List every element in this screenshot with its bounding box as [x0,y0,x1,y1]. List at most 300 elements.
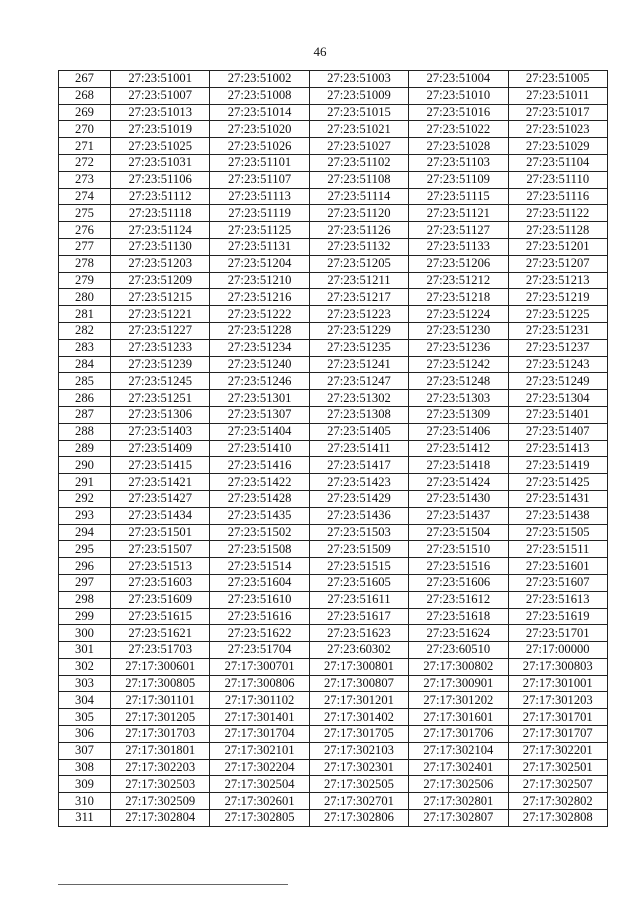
code-cell: 27:23:51701 [508,625,607,642]
code-cell: 27:23:51237 [508,339,607,356]
code-cell: 27:17:302804 [111,810,210,827]
row-number-cell: 270 [59,121,111,138]
code-cell: 27:23:51405 [309,423,408,440]
code-cell: 27:23:51703 [111,642,210,659]
code-cell: 27:23:51005 [508,71,607,88]
code-cell: 27:23:51434 [111,507,210,524]
table-row [59,339,608,356]
code-cell: 27:17:301102 [210,692,309,709]
code-cell: 27:23:51417 [309,457,408,474]
code-cell: 27:17:300701 [210,658,309,675]
table-row [59,742,608,759]
code-cell: 27:23:51615 [111,608,210,625]
row-number-cell: 269 [59,104,111,121]
row-number-cell: 305 [59,709,111,726]
code-cell: 27:23:51219 [508,289,607,306]
code-cell: 27:23:51204 [210,255,309,272]
code-cell: 27:23:51011 [508,87,607,104]
code-cell: 27:23:51309 [409,406,508,423]
table-row [59,658,608,675]
code-cell: 27:23:51110 [508,171,607,188]
footer-divider [58,884,288,885]
code-cell: 27:23:51127 [409,222,508,239]
code-cell: 27:23:51228 [210,322,309,339]
row-number-cell: 286 [59,390,111,407]
code-cell: 27:23:51103 [409,154,508,171]
code-cell: 27:23:51008 [210,87,309,104]
code-cell: 27:23:51428 [210,490,309,507]
code-cell: 27:23:51606 [409,574,508,591]
code-cell: 27:17:301705 [309,726,408,743]
code-cell: 27:23:51104 [508,154,607,171]
table-body [59,71,608,827]
code-cell: 27:23:51209 [111,272,210,289]
row-number-cell: 282 [59,322,111,339]
code-cell: 27:23:51215 [111,289,210,306]
code-cell: 27:17:300801 [309,658,408,675]
code-cell: 27:23:51109 [409,171,508,188]
code-cell: 27:23:51436 [309,507,408,524]
code-cell: 27:23:51133 [409,238,508,255]
code-cell: 27:23:51227 [111,322,210,339]
code-cell: 27:17:302507 [508,776,607,793]
code-cell: 27:17:302808 [508,810,607,827]
table-row [59,524,608,541]
code-cell: 27:23:51001 [111,71,210,88]
code-cell: 27:17:300805 [111,675,210,692]
table-row [59,507,608,524]
table-row [59,205,608,222]
row-number-cell: 290 [59,457,111,474]
code-cell: 27:23:51241 [309,356,408,373]
row-number-cell: 274 [59,188,111,205]
row-number-cell: 308 [59,759,111,776]
code-cell: 27:23:51307 [210,406,309,423]
code-cell: 27:23:51403 [111,423,210,440]
code-cell: 27:23:51009 [309,87,408,104]
table-row [59,457,608,474]
row-number-cell: 276 [59,222,111,239]
table-row [59,272,608,289]
code-cell: 27:17:302203 [111,759,210,776]
code-cell: 27:17:302807 [409,810,508,827]
code-cell: 27:23:51249 [508,373,607,390]
row-number-cell: 273 [59,171,111,188]
code-cell: 27:23:51248 [409,373,508,390]
table-row [59,474,608,491]
code-cell: 27:17:301101 [111,692,210,709]
table-row [59,423,608,440]
code-cell: 27:23:51404 [210,423,309,440]
code-cell: 27:23:51234 [210,339,309,356]
row-number-cell: 302 [59,658,111,675]
code-cell: 27:17:300901 [409,675,508,692]
code-cell: 27:23:51239 [111,356,210,373]
code-cell: 27:17:302509 [111,793,210,810]
code-cell: 27:23:51413 [508,440,607,457]
row-number-cell: 303 [59,675,111,692]
row-number-cell: 300 [59,625,111,642]
code-cell: 27:23:51007 [111,87,210,104]
code-cell: 27:17:300806 [210,675,309,692]
code-cell: 27:23:51201 [508,238,607,255]
code-cell: 27:17:301706 [409,726,508,743]
code-cell: 27:23:51431 [508,490,607,507]
table-row [59,608,608,625]
code-cell: 27:23:51605 [309,574,408,591]
code-cell: 27:23:51616 [210,608,309,625]
code-cell: 27:23:51427 [111,490,210,507]
code-cell: 27:23:51112 [111,188,210,205]
table-row [59,188,608,205]
code-cell: 27:23:51131 [210,238,309,255]
code-cell: 27:23:51501 [111,524,210,541]
code-cell: 27:23:51207 [508,255,607,272]
table-row [59,541,608,558]
code-cell: 27:23:51222 [210,306,309,323]
row-number-cell: 304 [59,692,111,709]
code-cell: 27:23:51027 [309,138,408,155]
table-row [59,793,608,810]
row-number-cell: 299 [59,608,111,625]
code-cell: 27:23:60302 [309,642,408,659]
code-cell: 27:23:51013 [111,104,210,121]
code-cell: 27:17:301201 [309,692,408,709]
code-cell: 27:23:51601 [508,558,607,575]
table-row [59,709,608,726]
code-cell: 27:23:51421 [111,474,210,491]
code-cell: 27:23:51205 [309,255,408,272]
code-cell: 27:23:51029 [508,138,607,155]
code-cell: 27:23:51306 [111,406,210,423]
table-row [59,71,608,88]
code-cell: 27:23:51304 [508,390,607,407]
code-cell: 27:23:51513 [111,558,210,575]
code-cell: 27:23:51410 [210,440,309,457]
code-cell: 27:17:302201 [508,742,607,759]
code-cell: 27:23:51422 [210,474,309,491]
code-cell: 27:23:51120 [309,205,408,222]
code-cell: 27:23:51230 [409,322,508,339]
code-cell: 27:17:302401 [409,759,508,776]
code-cell: 27:23:51128 [508,222,607,239]
code-cell: 27:23:51102 [309,154,408,171]
code-cell: 27:17:302601 [210,793,309,810]
row-number-cell: 278 [59,255,111,272]
code-cell: 27:23:51014 [210,104,309,121]
code-cell: 27:17:302504 [210,776,309,793]
code-cell: 27:23:51132 [309,238,408,255]
code-cell: 27:17:300807 [309,675,408,692]
code-cell: 27:23:51221 [111,306,210,323]
row-number-cell: 291 [59,474,111,491]
code-cell: 27:17:302503 [111,776,210,793]
code-cell: 27:23:51243 [508,356,607,373]
code-cell: 27:23:51425 [508,474,607,491]
code-cell: 27:17:00000 [508,642,607,659]
code-cell: 27:23:51031 [111,154,210,171]
row-number-cell: 283 [59,339,111,356]
code-cell: 27:17:301601 [409,709,508,726]
code-cell: 27:23:51004 [409,71,508,88]
row-number-cell: 268 [59,87,111,104]
row-number-cell: 279 [59,272,111,289]
code-cell: 27:23:51415 [111,457,210,474]
row-number-cell: 310 [59,793,111,810]
code-cell: 27:23:51430 [409,490,508,507]
table-row [59,238,608,255]
table-row [59,289,608,306]
table-row [59,692,608,709]
code-cell: 27:17:302204 [210,759,309,776]
row-number-cell: 285 [59,373,111,390]
code-cell: 27:23:51603 [111,574,210,591]
code-cell: 27:17:301704 [210,726,309,743]
row-number-cell: 267 [59,71,111,88]
row-number-cell: 311 [59,810,111,827]
row-number-cell: 293 [59,507,111,524]
code-cell: 27:23:51206 [409,255,508,272]
code-cell: 27:23:51704 [210,642,309,659]
code-cell: 27:23:51107 [210,171,309,188]
code-cell: 27:17:300601 [111,658,210,675]
code-cell: 27:23:51611 [309,591,408,608]
cadastral-codes-table [58,70,608,827]
table-row [59,356,608,373]
row-number-cell: 307 [59,742,111,759]
table-row [59,440,608,457]
code-cell: 27:17:300803 [508,658,607,675]
code-cell: 27:23:51020 [210,121,309,138]
row-number-cell: 281 [59,306,111,323]
row-number-cell: 280 [59,289,111,306]
row-number-cell: 306 [59,726,111,743]
table-row [59,406,608,423]
code-cell: 27:23:51609 [111,591,210,608]
table-row [59,322,608,339]
code-cell: 27:23:51612 [409,591,508,608]
code-cell: 27:23:51503 [309,524,408,541]
code-cell: 27:17:302701 [309,793,408,810]
code-cell: 27:23:51223 [309,306,408,323]
code-cell: 27:17:301203 [508,692,607,709]
code-cell: 27:23:51411 [309,440,408,457]
table-row [59,390,608,407]
code-cell: 27:23:51438 [508,507,607,524]
code-cell: 27:23:51213 [508,272,607,289]
code-cell: 27:23:51125 [210,222,309,239]
row-number-cell: 296 [59,558,111,575]
code-cell: 27:23:51240 [210,356,309,373]
code-cell: 27:23:51113 [210,188,309,205]
code-cell: 27:23:51106 [111,171,210,188]
code-cell: 27:17:301703 [111,726,210,743]
code-cell: 27:23:51119 [210,205,309,222]
code-cell: 27:23:51021 [309,121,408,138]
table-row [59,306,608,323]
code-cell: 27:23:51409 [111,440,210,457]
code-cell: 27:23:51509 [309,541,408,558]
code-cell: 27:23:51624 [409,625,508,642]
code-cell: 27:23:51124 [111,222,210,239]
code-cell: 27:23:51121 [409,205,508,222]
page-number: 46 [313,44,327,59]
row-number-cell: 301 [59,642,111,659]
code-cell: 27:23:51229 [309,322,408,339]
row-number-cell: 294 [59,524,111,541]
code-cell: 27:23:51115 [409,188,508,205]
code-cell: 27:23:51510 [409,541,508,558]
table-row [59,104,608,121]
code-cell: 27:23:51621 [111,625,210,642]
table-row [59,138,608,155]
code-cell: 27:23:51017 [508,104,607,121]
row-number-cell: 292 [59,490,111,507]
table-row [59,255,608,272]
code-cell: 27:17:302506 [409,776,508,793]
code-cell: 27:23:51412 [409,440,508,457]
code-cell: 27:17:300802 [409,658,508,675]
code-cell: 27:17:301401 [210,709,309,726]
code-cell: 27:23:51308 [309,406,408,423]
code-cell: 27:23:51619 [508,608,607,625]
code-cell: 27:23:51101 [210,154,309,171]
code-cell: 27:23:51604 [210,574,309,591]
code-cell: 27:23:51231 [508,322,607,339]
code-cell: 27:23:51505 [508,524,607,541]
code-cell: 27:23:51216 [210,289,309,306]
code-cell: 27:17:301202 [409,692,508,709]
code-cell: 27:23:51511 [508,541,607,558]
code-cell: 27:23:51406 [409,423,508,440]
code-cell: 27:23:51126 [309,222,408,239]
table-row [59,625,608,642]
code-cell: 27:23:51108 [309,171,408,188]
code-cell: 27:23:51514 [210,558,309,575]
code-cell: 27:17:302806 [309,810,408,827]
code-cell: 27:23:51118 [111,205,210,222]
table-row [59,490,608,507]
table-row [59,121,608,138]
table-row [59,373,608,390]
code-cell: 27:23:51301 [210,390,309,407]
code-cell: 27:23:51212 [409,272,508,289]
code-cell: 27:17:301801 [111,742,210,759]
table-row [59,591,608,608]
code-cell: 27:23:51401 [508,406,607,423]
code-cell: 27:23:51016 [409,104,508,121]
row-number-cell: 277 [59,238,111,255]
code-cell: 27:23:51236 [409,339,508,356]
table-row [59,759,608,776]
code-cell: 27:17:302505 [309,776,408,793]
code-cell: 27:23:51515 [309,558,408,575]
code-cell: 27:23:51429 [309,490,408,507]
code-cell: 27:17:302103 [309,742,408,759]
code-cell: 27:23:51502 [210,524,309,541]
row-number-cell: 272 [59,154,111,171]
row-number-cell: 289 [59,440,111,457]
code-cell: 27:23:51251 [111,390,210,407]
code-cell: 27:23:51003 [309,71,408,88]
table-row [59,154,608,171]
code-cell: 27:23:51242 [409,356,508,373]
code-cell: 27:23:51423 [309,474,408,491]
code-cell: 27:23:51407 [508,423,607,440]
code-cell: 27:23:51303 [409,390,508,407]
code-cell: 27:23:51002 [210,71,309,88]
code-cell: 27:23:51010 [409,87,508,104]
table-row [59,810,608,827]
code-cell: 27:23:51224 [409,306,508,323]
row-number-cell: 275 [59,205,111,222]
row-number-cell: 284 [59,356,111,373]
code-cell: 27:17:301205 [111,709,210,726]
code-cell: 27:23:51122 [508,205,607,222]
table-row [59,776,608,793]
code-cell: 27:23:51516 [409,558,508,575]
code-cell: 27:23:51203 [111,255,210,272]
code-cell: 27:17:302501 [508,759,607,776]
code-cell: 27:23:51130 [111,238,210,255]
code-cell: 27:17:301701 [508,709,607,726]
code-cell: 27:23:51233 [111,339,210,356]
table-row [59,726,608,743]
row-number-cell: 271 [59,138,111,155]
code-cell: 27:23:51610 [210,591,309,608]
code-cell: 27:17:302801 [409,793,508,810]
row-number-cell: 288 [59,423,111,440]
table-row [59,574,608,591]
table-row [59,222,608,239]
code-cell: 27:23:51437 [409,507,508,524]
code-cell: 27:23:51225 [508,306,607,323]
code-cell: 27:23:51019 [111,121,210,138]
code-cell: 27:23:51618 [409,608,508,625]
code-cell: 27:23:51026 [210,138,309,155]
table-row [59,675,608,692]
row-number-cell: 287 [59,406,111,423]
code-cell: 27:23:51247 [309,373,408,390]
row-number-cell: 309 [59,776,111,793]
code-cell: 27:17:301001 [508,675,607,692]
code-cell: 27:23:51613 [508,591,607,608]
row-number-cell: 298 [59,591,111,608]
table-row [59,87,608,104]
code-cell: 27:23:51622 [210,625,309,642]
code-cell: 27:23:51245 [111,373,210,390]
code-cell: 27:17:301707 [508,726,607,743]
table-row [59,558,608,575]
code-cell: 27:23:51023 [508,121,607,138]
code-cell: 27:23:51302 [309,390,408,407]
code-cell: 27:23:51116 [508,188,607,205]
code-cell: 27:23:51246 [210,373,309,390]
table-row [59,171,608,188]
code-cell: 27:23:60510 [409,642,508,659]
code-cell: 27:23:51211 [309,272,408,289]
code-cell: 27:23:51028 [409,138,508,155]
row-number-cell: 297 [59,574,111,591]
code-cell: 27:23:51435 [210,507,309,524]
code-cell: 27:23:51623 [309,625,408,642]
code-cell: 27:23:51507 [111,541,210,558]
code-cell: 27:23:51424 [409,474,508,491]
code-cell: 27:23:51419 [508,457,607,474]
code-cell: 27:23:51022 [409,121,508,138]
code-cell: 27:23:51218 [409,289,508,306]
code-cell: 27:23:51508 [210,541,309,558]
